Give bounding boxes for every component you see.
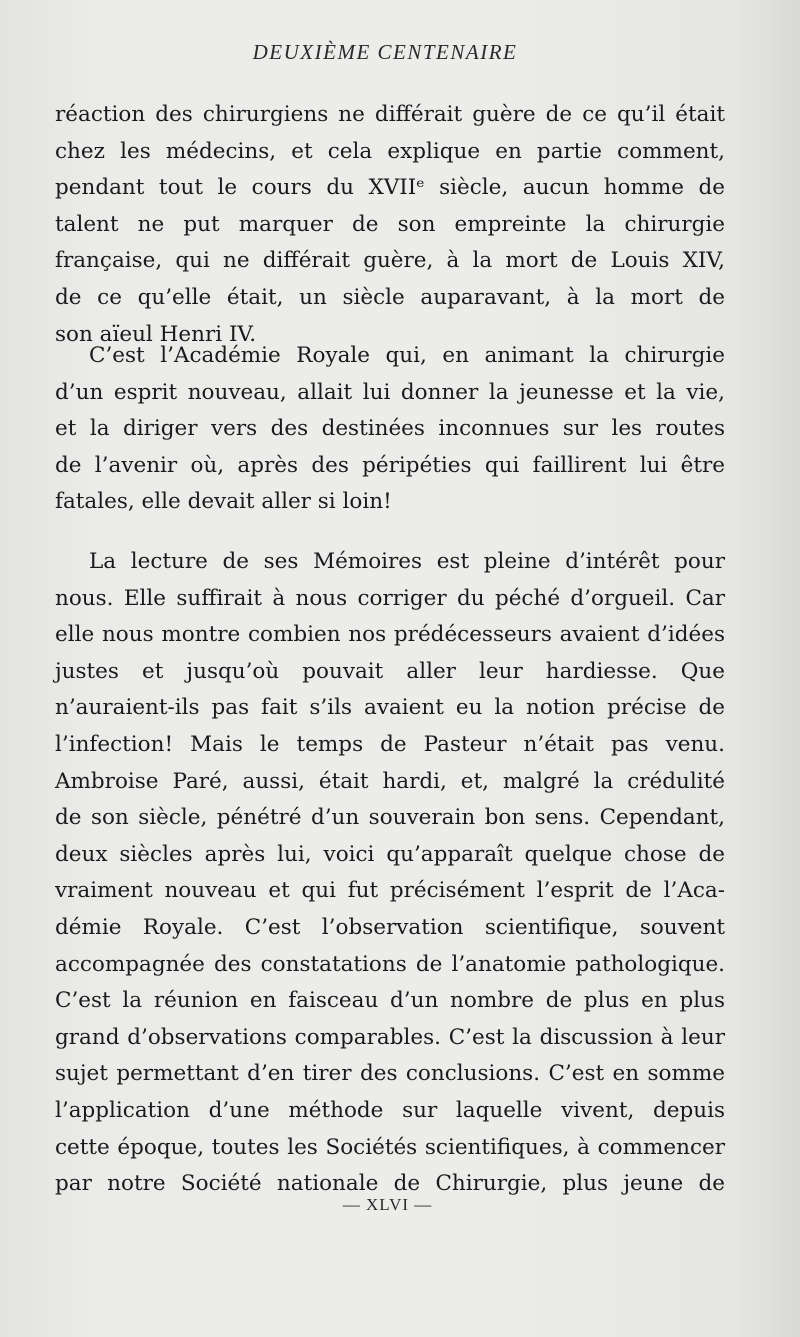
page-number: — XLVI —	[342, 1195, 433, 1214]
text-line: l’application d’une méthode sur laquelle vivent, depuis	[55, 1097, 725, 1123]
text-line: n’auraient-ils pas fait s’ils avaient eu la notion précise de	[55, 695, 725, 721]
text-line: réaction des chirurgiens ne différait guère de ce qu’il était	[55, 102, 725, 127]
running-head: DEUXIÈME CENTENAIRE	[252, 40, 518, 64]
paragraph-2	[55, 338, 725, 521]
text-line: de son siècle, pénétré d’un souverain bon sens. Cependant,	[55, 805, 725, 831]
paragraph-1	[55, 97, 725, 353]
text-line: accompagnée des constatations de l’anatomie pathologique.	[55, 951, 725, 977]
text-line: fatales, elle devait aller si loin!	[55, 489, 392, 515]
text-line: C’est l’Académie Royale qui, en animant la chirurgie	[89, 343, 725, 368]
text-line: vraiment nouveau et qui fut précisément l’esprit de l’Aca-	[55, 878, 725, 904]
text-line: nous. Elle suffirait à nous corriger du péché d’orgueil. Car	[55, 585, 725, 611]
text-line: française, qui ne différait guère, à la mort de Louis XIV,	[55, 248, 725, 274]
text-line: C’est la réunion en faisceau d’un nombre de plus en plus	[55, 988, 725, 1014]
text-line: cette époque, toutes les Sociétés scientifiques, à commencer	[55, 1134, 725, 1160]
text-line: Ambroise Paré, aussi, était hardi, et, malgré la crédulité	[55, 768, 725, 794]
text-line: par notre Société nationale de Chirurgie, plus jeune de	[55, 1171, 725, 1197]
paragraph-3	[55, 544, 725, 1203]
text-line: de l’avenir où, après des péripéties qui faillirent lui être	[55, 452, 725, 478]
text-line: son aïeul Henri IV.	[55, 321, 257, 347]
text-line: talent ne put marquer de son empreinte la chirurgie	[55, 211, 725, 237]
text-line: elle nous montre combien nos prédécesseurs avaient d’idées	[55, 622, 725, 648]
text-line: démie Royale. C’est l’observation scientifique, souvent	[55, 914, 725, 940]
text-line: grand d’observations comparables. C’est la discussion à leur	[55, 1024, 725, 1050]
text-line: et la diriger vers des destinées inconnues sur les routes	[55, 416, 725, 442]
text-line: l’infection! Mais le temps de Pasteur n’était pas venu.	[55, 731, 725, 757]
text-line: sujet permettant d’en tirer des conclusions. C’est en somme	[55, 1061, 725, 1087]
text-line: deux siècles après lui, voici qu’apparaît quelque chose de	[55, 841, 725, 867]
text-line: justes et jusqu’où pouvait aller leur hardiesse. Que	[55, 658, 725, 684]
text-line: de ce qu’elle était, un siècle auparavant, à la mort de	[55, 284, 725, 310]
text-line: La lecture de ses Mémoires est pleine d’intérêt pour	[89, 549, 725, 574]
text-line: d’un esprit nouveau, allait lui donner la jeunesse et la vie,	[55, 379, 725, 405]
text-line: pendant tout le cours du XVIIᵉ siècle, aucun homme de	[55, 175, 725, 201]
text-line: chez les médecins, et cela explique en partie comment,	[55, 138, 725, 164]
